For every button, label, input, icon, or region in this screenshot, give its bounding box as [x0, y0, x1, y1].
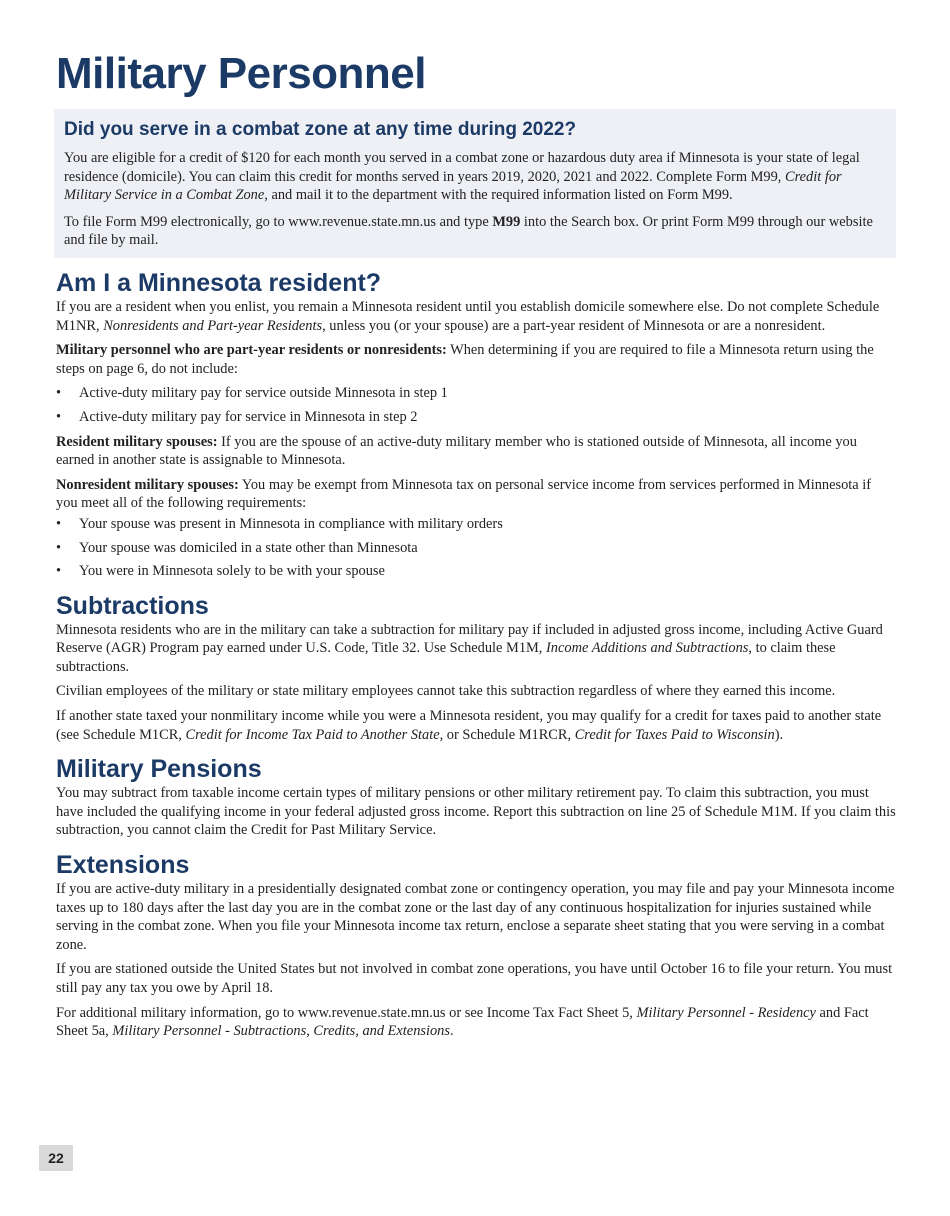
- extensions-paragraph-3: For additional military information, go to www.revenue.state.mn.us or see Income Tax Fact Sheet 5, Military Personnel - Residency and Fact Sheet 5a, Military Personnel - Subtractions, Credits, and Extensions.: [56, 1004, 869, 1040]
- list-item: • You were in Minnesota solely to be with your spouse: [56, 562, 896, 581]
- subtractions-section: [56, 591, 896, 745]
- pensions-section: [56, 754, 896, 840]
- combat-zone-heading: Did you serve in a combat zone at any time during 2022?: [64, 119, 577, 140]
- resident-section: [56, 268, 896, 581]
- pensions-heading: Military Pensions: [56, 755, 262, 784]
- subtractions-paragraph-1: Minnesota residents who are in the military can take a subtraction for military pay if included in adjusted gross income, including Active Guard Reserve (AGR) Program pay earned under U.S. Code, Title 32. Use Schedule M1M, Income Additions and Subtractions, to claim these subtractions.: [56, 621, 883, 675]
- resident-heading: Am I a Minnesota resident?: [56, 268, 382, 297]
- subtractions-heading: Subtractions: [56, 591, 209, 620]
- list-item: • Your spouse was domiciled in a state other than Minnesota: [56, 539, 896, 558]
- page-title: Military Personnel: [56, 49, 427, 98]
- subtractions-paragraph-3: If another state taxed your nonmilitary income while you were a Minnesota resident, you may qualify for a credit for taxes paid to another state (see Schedule M1CR, Credit for Income Tax Paid to Another State, or Schedule M1RCR, Credit for Taxes Paid to Wisconsin).: [56, 708, 882, 743]
- combat-zone-paragraph-2: To file Form M99 electronically, go to www.revenue.state.mn.us and type M99 into the Search box. Or print Form M99 through our website and file by mail.: [64, 213, 873, 249]
- extensions-paragraph-2: If you are stationed outside the United States but not involved in combat zone operations, you have until October 16 to file your return. You must still pay any tax you owe by April 18.: [56, 961, 893, 996]
- extensions-paragraph-1: If you are active-duty military in a presidentially designated combat zone or contingency operation, you may file and pay your Minnesota income taxes up to 180 days after the last day you are in the combat zone or the last day of any continuous hospitalization for injuries sustained while serving in the combat zone. When you file your Minnesota income tax return, enclose a separate sheet stating that you were serving in a combat zone.: [56, 881, 895, 953]
- resident-paragraph-4: Nonresident military spouses: You may be exempt from Minnesota tax on personal service income from services performed in Minnesota if you meet all of the following requirements:: [56, 476, 872, 512]
- requirement-list: [56, 515, 896, 581]
- page-number: 22: [39, 1145, 73, 1171]
- subtractions-paragraph-2: Civilian employees of the military or state military employees cannot take this subtraction regardless of where they earned this income.: [56, 683, 836, 700]
- combat-zone-paragraph-1: You are eligible for a credit of $120 for each month you served in a combat zone or hazardous duty area if Minnesota is your state of legal residence (domicile). You can claim this credit for months served in years 2019, 2020, 2021 and 2022. Complete Form M99, Credit for Military Service in a Combat Zone, and mail it to the department with the required information listed on Form M99.: [64, 150, 860, 204]
- exclusion-list: [56, 384, 896, 426]
- resident-paragraph-2: Military personnel who are part-year residents or nonresidents: When determining if you are required to file a Minnesota return using the steps on page 6, do not include:: [56, 342, 874, 377]
- resident-paragraph-1: If you are a resident when you enlist, you remain a Minnesota resident until you establish domicile somewhere else. Do not complete Schedule M1NR, Nonresidents and Part-year Residents, unless you (or your spouse) are a part-year resident of Minnesota or are a nonresident.: [56, 298, 880, 334]
- combat-zone-box: [54, 109, 896, 258]
- extensions-section: [56, 850, 896, 1041]
- list-item: • Active-duty military pay for service in Minnesota in step 2: [56, 408, 896, 427]
- list-item: • Active-duty military pay for service outside Minnesota in step 1: [56, 384, 896, 403]
- list-item: • Your spouse was present in Minnesota in compliance with military orders: [56, 515, 896, 534]
- extensions-heading: Extensions: [56, 851, 190, 880]
- resident-paragraph-3: Resident military spouses: If you are the spouse of an active-duty military member who is stationed outside of Minnesota, all income you earned in another state is assignable to Minnesota.: [56, 433, 857, 469]
- page-content: [56, 47, 896, 1051]
- pensions-paragraph-1: You may subtract from taxable income certain types of military pensions or other military retirement pay. To claim this subtraction, you must have included the qualifying income in your federal adjusted gross income. Report this subtraction on line 25 of Schedule M1M. If you claim this subtraction, you cannot claim the Credit for Past Military Service.: [56, 785, 896, 839]
